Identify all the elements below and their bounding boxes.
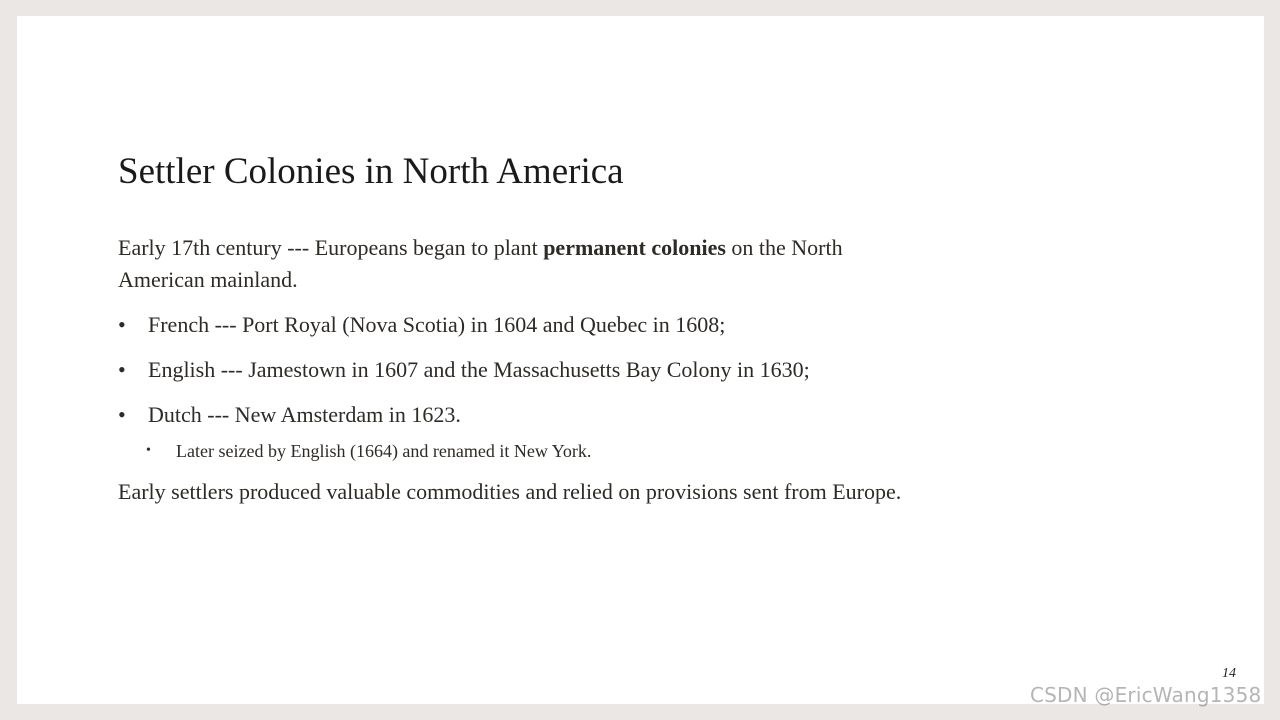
intro-text-before: Early 17th century --- Europeans began to plant	[118, 235, 544, 260]
bullet-text: French --- Port Royal (Nova Scotia) in 1604 and Quebec in 1608;	[148, 312, 726, 337]
bullet-text: Dutch --- New Amsterdam in 1623.	[148, 402, 461, 427]
slide-body	[118, 232, 908, 508]
bullet-dot-icon: •	[118, 357, 126, 382]
intro-paragraph	[118, 232, 908, 296]
watermark: CSDN @EricWang1358	[1030, 683, 1262, 707]
bullet-item-english	[118, 355, 908, 385]
sub-bullet-item	[118, 438, 908, 464]
bullet-item-dutch	[118, 400, 908, 430]
slide	[17, 16, 1264, 704]
closing-paragraph: Early settlers produced valuable commodities and relied on provisions sent from Europe.	[118, 479, 902, 504]
bullet-dot-icon: •	[118, 312, 126, 337]
bullet-list	[118, 310, 908, 430]
bullet-item-french	[118, 310, 908, 340]
intro-bold-text: permanent colonies	[543, 235, 726, 260]
bullet-text: English --- Jamestown in 1607 and the Massachusetts Bay Colony in 1630;	[148, 357, 810, 382]
sub-bullet-dot-icon: •	[146, 443, 151, 458]
slide-title: Settler Colonies in North America	[118, 151, 624, 192]
bullet-dot-icon: •	[118, 402, 126, 427]
page-number: 14	[1222, 666, 1236, 681]
sub-bullet-text: Later seized by English (1664) and renamed it New York.	[176, 441, 592, 461]
intro-text-after: on the North American mainland.	[118, 235, 843, 292]
